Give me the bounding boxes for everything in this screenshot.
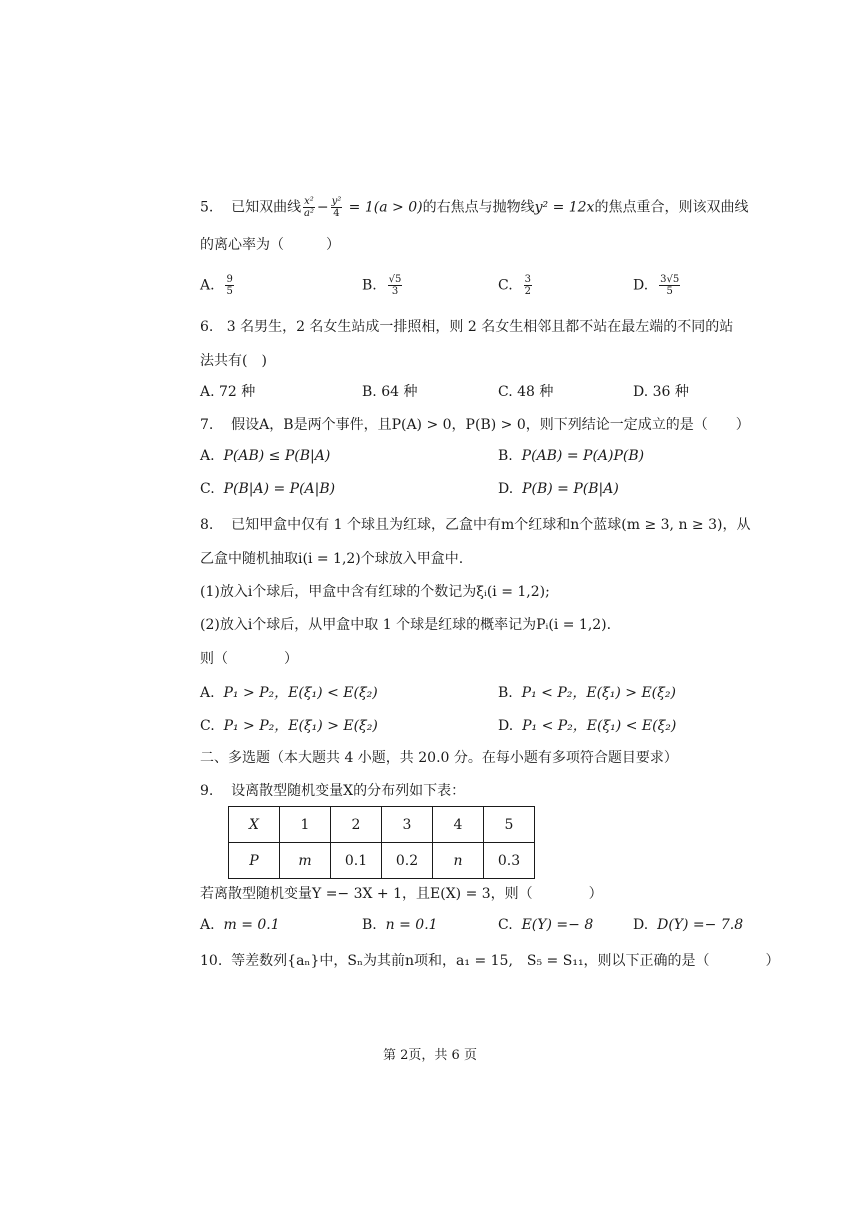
question-5-stem-cont: 的离心率为（ ） [200,237,340,253]
question-8-condition-1: (1)放入i个球后，甲盒中含有红球的个数记为ξᵢ(i = 1,2); [200,584,550,600]
q8-option-c: C. P₁ > P₂，E(ξ₁) > E(ξ₂) [200,718,378,734]
q8-option-d: D. P₁ < P₂，E(ξ₁) < E(ξ₂) [498,718,677,734]
fraction: $\frac{\text{x²}}{\text{a²}}$ [304,196,314,219]
question-10-stem: 10. 等差数列{aₙ}中，Sₙ为其前n项和，a₁ = 15, S₅ = S₁₁，则以下正确的是（ ） [200,953,780,969]
table-cell: X [229,807,280,843]
table-cell: n [433,843,484,879]
q5-option-a: A. $\frac{9}{5}$ [200,274,233,297]
table-cell: 4 [433,807,484,843]
q5-option-b: B. $\frac{√5}{3}$ [362,274,402,297]
table-cell: P [229,843,280,879]
table-cell: 2 [331,807,382,843]
q9-option-c: C. E(Y) =− 8 [498,917,594,933]
q7-option-a: A. P(AB) ≤ P(B|A) [200,448,331,464]
q8-option-b: B. P₁ < P₂，E(ξ₁) > E(ξ₂) [498,685,676,701]
table-row-x [229,807,535,843]
q8-option-a: A. P₁ > P₂，E(ξ₁) < E(ξ₂) [200,685,378,701]
q7-option-c: C. P(B|A) = P(A|B) [200,481,336,497]
question-9-condition: 若离散型随机变量Y =− 3X + 1，且E(X) = 3，则（ ） [200,886,603,902]
question-8-stem: 8. 已知甲盒中仅有 1 个球且为红球，乙盒中有m个红球和n个蓝球(m ≥ 3, n ≥ 3)，从 [200,517,751,533]
table-row-p [229,843,535,879]
q7-option-b: B. P(AB) = P(A)P(B) [498,448,645,464]
q7-option-d: D. P(B) = P(B|A) [498,481,619,497]
question-6-stem: 6. 3 名男生，2 名女生站成一排照相，则 2 名女生相邻且都不站在最左端的不同的站 [200,319,734,335]
question-5-stem: 5. 已知双曲线 $\frac{\text{x²}}{\text{a²}}$ − $\frac{\text{y²}}{4}$ = 1(a > 0)的右焦点与抛物线y² = 12x的焦点重合，则该双曲线 [200,196,749,219]
q5-option-c: C. $\frac{3}{2}$ [498,274,531,297]
q6-option-b: B. 64 种 [362,384,418,400]
q5-option-d: D. $\frac{3√5}{5}$ [633,274,680,297]
table-cell: 0.3 [484,843,535,879]
table-cell: 1 [280,807,331,843]
question-8-prompt: 则（ ） [200,651,298,667]
q9-option-b: B. n = 0.1 [362,917,438,933]
table-cell: m [280,843,331,879]
table-cell: 0.1 [331,843,382,879]
question-6-stem-cont: 法共有( ) [200,353,267,369]
q9-option-d: D. D(Y) =− 7.8 [633,917,744,933]
table-cell: 0.2 [382,843,433,879]
fraction: $\frac{\text{y²}}{4}$ [331,196,342,219]
section-heading-multiple-choice: 二、多选题（本大题共 4 小题，共 20.0 分。在每小题有多项符合题目要求） [200,750,678,766]
q6-option-d: D. 36 种 [633,384,689,400]
question-8-stem-cont: 乙盒中随机抽取i(i = 1,2)个球放入甲盒中. [200,551,464,567]
distribution-table [228,806,535,879]
table-cell: 3 [382,807,433,843]
q6-option-c: C. 48 种 [498,384,554,400]
question-9-stem: 9. 设离散型随机变量X的分布列如下表： [200,783,466,799]
q9-option-a: A. m = 0.1 [200,917,280,933]
page-footer: 第 2页，共 6 页 [383,1048,477,1063]
question-8-condition-2: (2)放入i个球后，从甲盒中取 1 个球是红球的概率记为Pᵢ(i = 1,2). [200,617,612,633]
q6-option-a: A. 72 种 [200,384,256,400]
question-7-stem: 7. 假设A，B是两个事件，且P(A) > 0，P(B) > 0，则下列结论一定成立的是（ ） [200,417,750,433]
table-cell: 5 [484,807,535,843]
